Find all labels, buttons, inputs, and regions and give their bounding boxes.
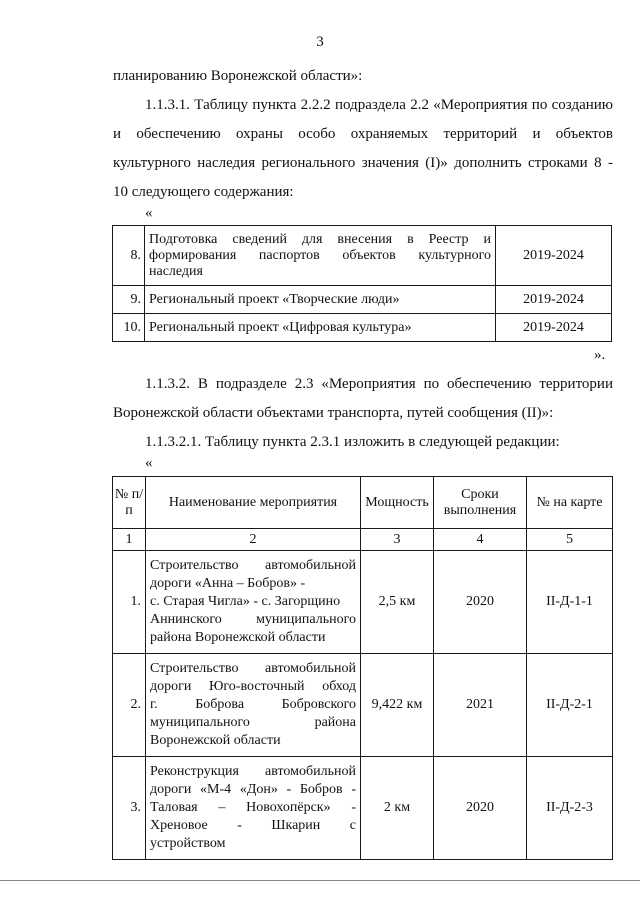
- header-number: № п/п: [113, 477, 146, 529]
- row-number: 8.: [113, 226, 145, 286]
- table-header-row: [113, 477, 613, 529]
- row-number: 10.: [113, 314, 145, 342]
- name-line: Хреновое - Шкарин с: [150, 818, 356, 833]
- row-number: 9.: [113, 286, 145, 314]
- row-name: Региональный проект «Цифровая культура»: [145, 314, 496, 342]
- table-row: [113, 654, 613, 757]
- name-line: Подготовка сведений для внесения в Реестр и: [149, 231, 491, 247]
- row-period: 2019-2024: [496, 314, 612, 342]
- opening-quote: «: [145, 455, 153, 471]
- row-name: Региональный проект «Творческие люди»: [145, 286, 496, 314]
- table-row: [113, 757, 613, 860]
- row-period: 2020: [434, 757, 527, 860]
- closing-quote: ».: [594, 347, 606, 363]
- row-capacity: 2,5 км: [361, 551, 434, 654]
- row-number: 1.: [113, 551, 146, 654]
- paragraph-2-line-1: 1.1.3.2. В подразделе 2.3 «Мероприятия по обеспечению территории: [145, 376, 613, 392]
- table-row: [113, 551, 613, 654]
- name-line: дороги «Анна – Бобров» -: [150, 576, 306, 591]
- name-line: наследия: [149, 263, 203, 279]
- row-period: 2020: [434, 551, 527, 654]
- name-line: с. Старая Чигла» - с. Загорщино: [150, 594, 341, 609]
- name-line: формирования паспортов объектов культурного: [149, 247, 491, 263]
- name-line: дороги «М-4 «Дон» - Бобров -: [150, 782, 356, 797]
- continuation-line: планированию Воронежской области»:: [113, 68, 363, 84]
- row-map-number: II-Д-2-1: [527, 654, 613, 757]
- name-line: г. Боброва Бобровского: [150, 697, 356, 712]
- name-line: Аннинского муниципального: [150, 612, 356, 627]
- row-capacity: 9,422 км: [361, 654, 434, 757]
- column-number: 2: [146, 529, 361, 551]
- name-line: Реконструкция автомобильной: [150, 764, 356, 779]
- paragraph-1-line-4: 10 следующего содержания:: [113, 184, 294, 200]
- row-number: 2.: [113, 654, 146, 757]
- page-bottom-divider: [0, 880, 640, 881]
- paragraph-1-line-1: 1.1.3.1. Таблицу пункта 2.2.2 подраздела 2.2 «Мероприятия по созданию: [145, 97, 613, 113]
- row-name: [146, 654, 361, 757]
- row-name: [146, 551, 361, 654]
- name-line: Строительство автомобильной: [150, 661, 356, 676]
- paragraph-2-line-2: Воронежской области объектами транспорта, путей сообщения (II)»:: [113, 405, 554, 421]
- cultural-heritage-table: [112, 225, 612, 342]
- name-line: Воронежской области: [150, 733, 281, 748]
- header-period: Сроки выполнения: [434, 477, 527, 529]
- opening-quote: «: [145, 205, 153, 221]
- row-number: 3.: [113, 757, 146, 860]
- table-row: [113, 226, 612, 286]
- row-capacity: 2 км: [361, 757, 434, 860]
- row-name: [146, 757, 361, 860]
- row-period: 2021: [434, 654, 527, 757]
- name-line: устройством: [150, 836, 226, 851]
- name-line: Строительство автомобильной: [150, 558, 356, 573]
- column-number: 3: [361, 529, 434, 551]
- name-line: дороги Юго-восточный обход: [150, 679, 356, 694]
- header-name: Наименование мероприятия: [146, 477, 361, 529]
- row-map-number: II-Д-2-3: [527, 757, 613, 860]
- header-capacity: Мощность: [361, 477, 434, 529]
- name-line: муниципального района: [150, 715, 356, 730]
- header-map-number: № на карте: [527, 477, 613, 529]
- table-row: [113, 314, 612, 342]
- transport-measures-table: [112, 476, 613, 860]
- paragraph-1-line-2: и обеспечению охраны особо охраняемых территорий и объектов: [113, 126, 613, 142]
- name-line: района Воронежской области: [150, 630, 326, 645]
- name-line: Таловая – Новохопёрск» -: [150, 800, 356, 815]
- column-number: 1: [113, 529, 146, 551]
- row-period: 2019-2024: [496, 226, 612, 286]
- page-number: 3: [316, 34, 324, 50]
- paragraph-1-line-3: культурного наследия регионального значения (I)» дополнить строками 8 -: [113, 155, 613, 171]
- column-number: 5: [527, 529, 613, 551]
- table-row: [113, 286, 612, 314]
- column-number-row: [113, 529, 613, 551]
- row-name: [145, 226, 496, 286]
- row-map-number: II-Д-1-1: [527, 551, 613, 654]
- paragraph-3-line-1: 1.1.3.2.1. Таблицу пункта 2.3.1 изложить в следующей редакции:: [145, 434, 560, 450]
- column-number: 4: [434, 529, 527, 551]
- row-period: 2019-2024: [496, 286, 612, 314]
